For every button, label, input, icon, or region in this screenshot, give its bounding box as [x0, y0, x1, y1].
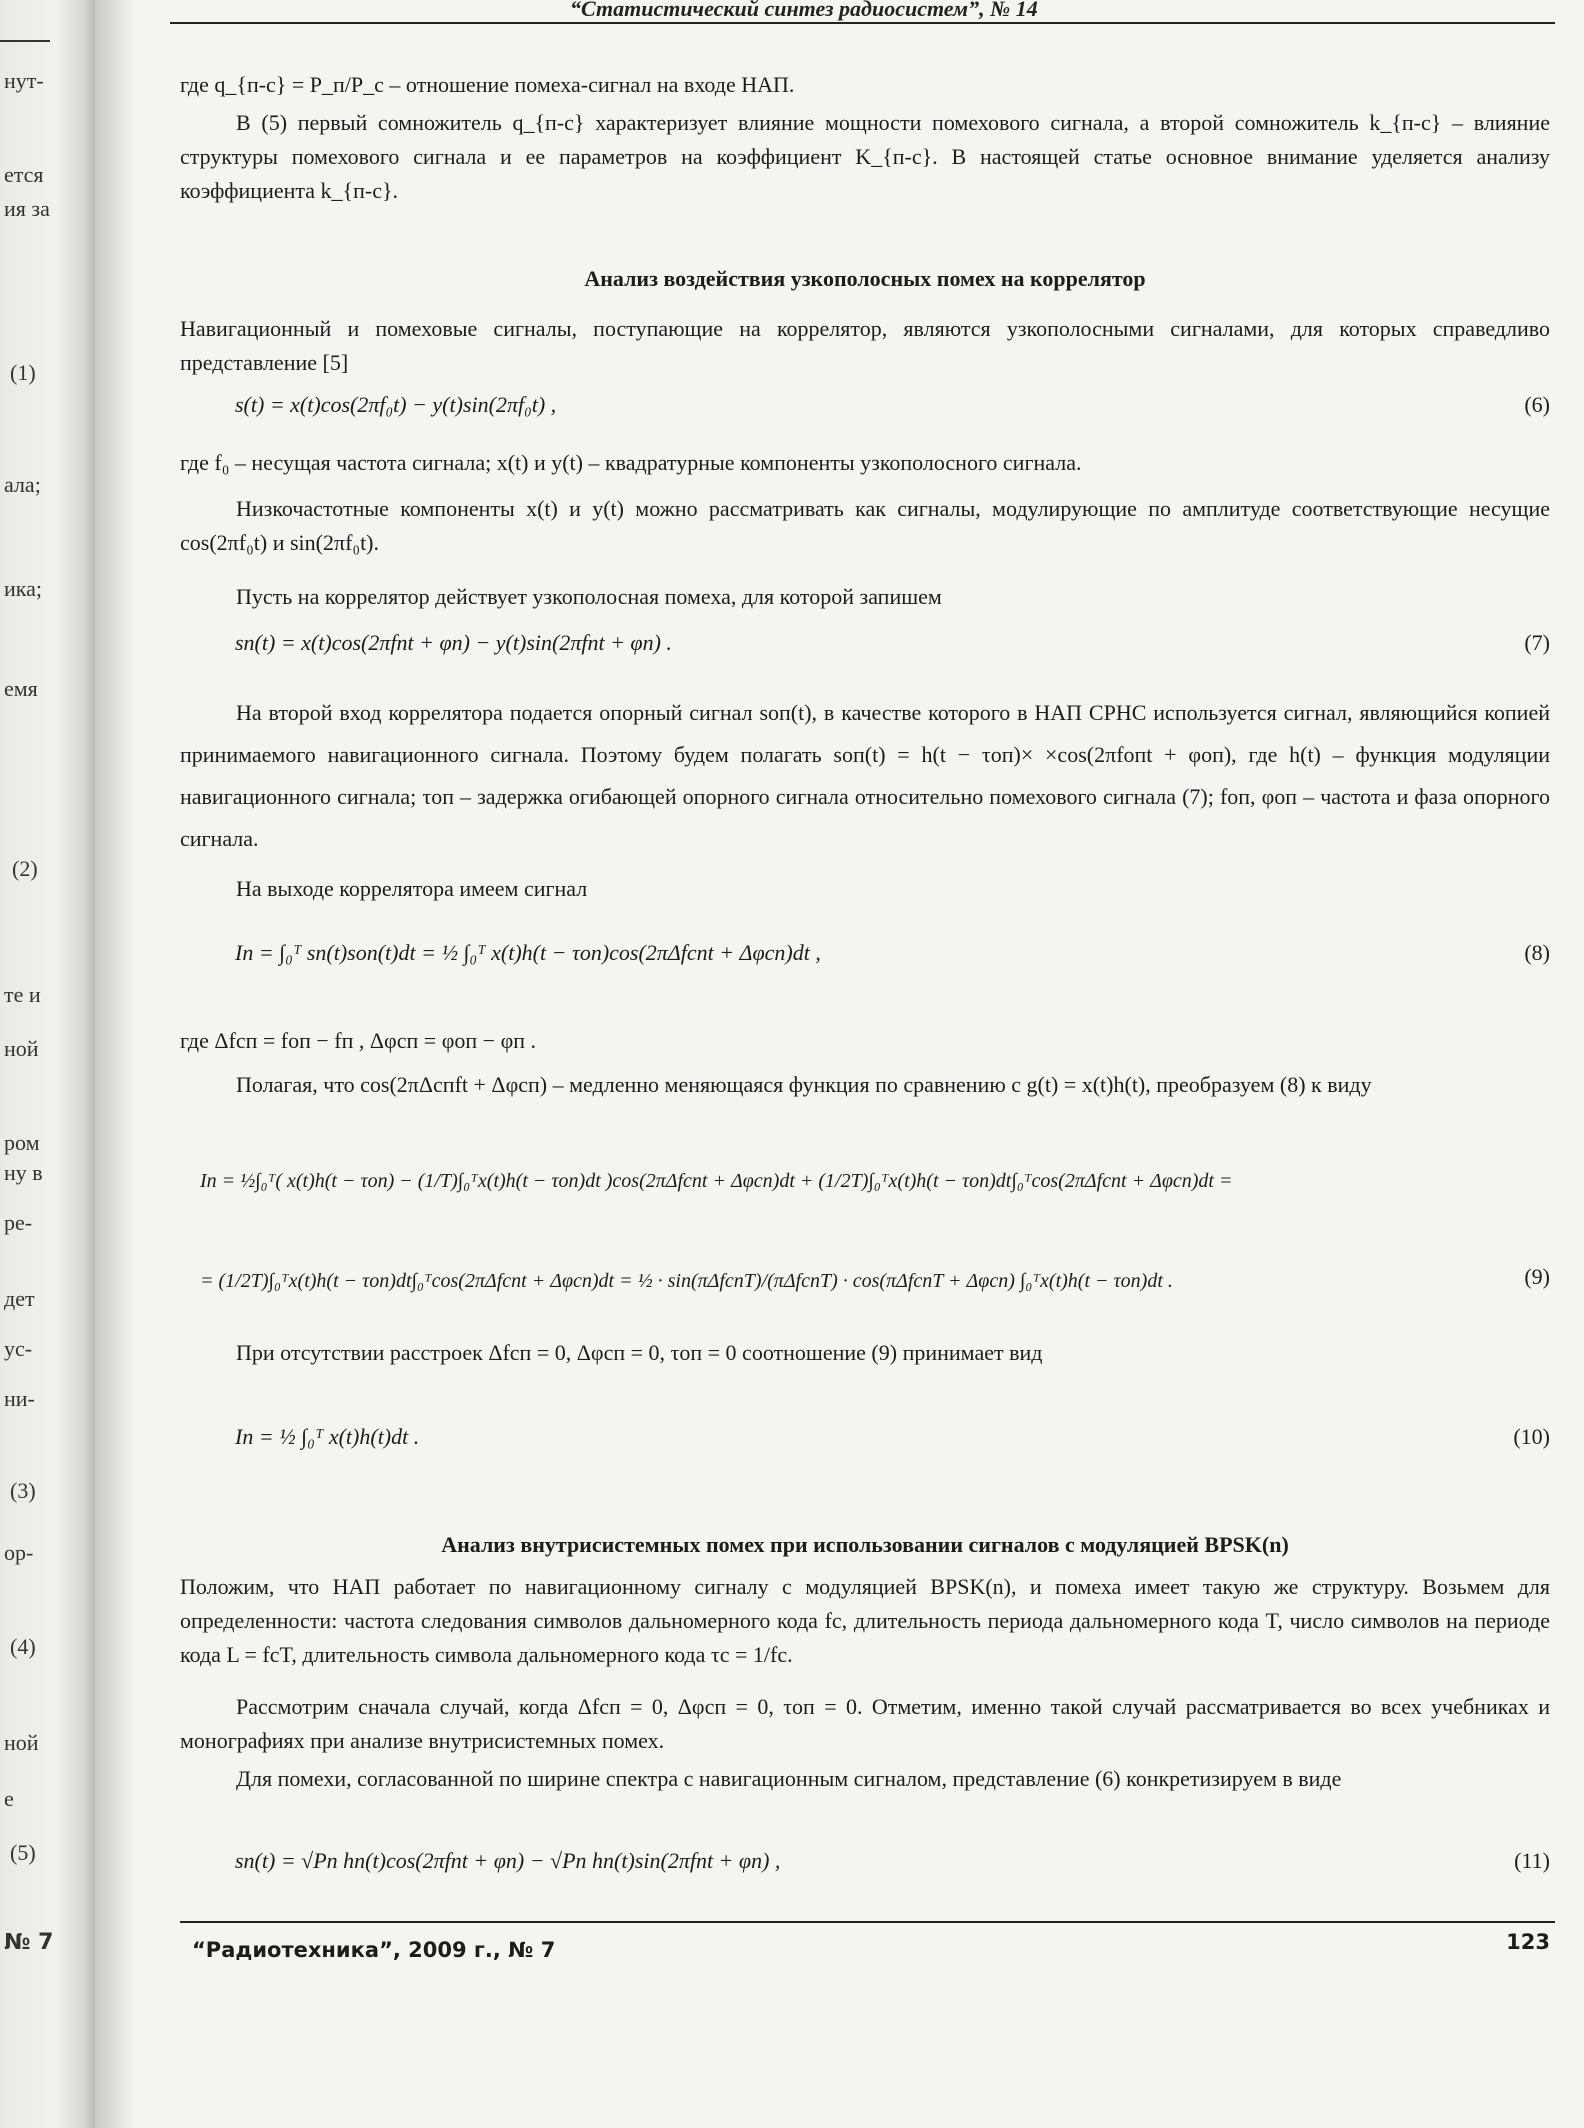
paragraph: где f₀ – несущая частота сигнала; x(t) и y(t) – квадратурные компоненты узкополосного сигнала.: [180, 450, 1082, 475]
left-fragment: ика;: [4, 576, 43, 601]
equation-number: (10): [1513, 1424, 1550, 1449]
paragraph: Рассмотрим сначала случай, когда Δfсп = 0, Δφсп = 0, τоп = 0. Отметим, именно такой случай рассматривается во всех учебниках и монографиях при анализе внутрисистемных помех.: [180, 1694, 1550, 1753]
journal-footer: “Радиотехника”, 2009 г., № 7: [192, 1938, 556, 1962]
left-fragment: ром: [4, 1130, 40, 1155]
paragraph: где Δfсп = fоп − fп , Δφсп = φоп − φп .: [180, 1028, 537, 1053]
left-fragment: ала;: [4, 472, 41, 497]
paragraph: При отсутствии расстроек Δfсп = 0, Δφсп = 0, τоп = 0 соотношение (9) принимает вид: [236, 1340, 1043, 1365]
paragraph: Положим, что НАП работает по навигационному сигналу с модуляцией BPSK(n), и помеха имеет такую же структуру. Возьмем для определенности: частота следования символов дальномерного кода fс, длительность периода дальномерного кода T, число символов на периоде кода L = fсT, длительность символа дальномерного кода τс = 1/fс.: [180, 1574, 1550, 1667]
left-fragment: (5): [10, 1840, 36, 1865]
left-fragment: (4): [10, 1634, 36, 1659]
binding-shadow: [95, 0, 135, 2128]
left-fragment: ется: [4, 162, 44, 187]
left-fragment: ни-: [4, 1386, 35, 1411]
paragraph: Полагая, что cos(2πΔспft + Δφсп) – медленно меняющаяся функция по сравнению с g(t) = x(t)h(t), преобразуем (8) к виду: [236, 1072, 1372, 1097]
equation-number: (11): [1514, 1848, 1550, 1873]
equation-number: (6): [1524, 392, 1550, 417]
left-fragment: (2): [12, 856, 38, 881]
binding-gutter: [0, 0, 95, 2128]
equation: Iп = ½∫₀ᵀ( x(t)h(t − τоп) − (1/T)∫₀ᵀx(t)h(t − τоп)dt )cos(2πΔfспt + Δφсп)dt + (1/2T)∫₀ᵀx(t)h(t − τоп)dt∫₀ᵀcos(2πΔfспt + Δφсп)dt =: [200, 1170, 1233, 1192]
left-fragment: ор-: [4, 1540, 34, 1565]
left-fragment: ной: [4, 1036, 39, 1061]
equation-number: (7): [1524, 630, 1550, 655]
left-fragment: ия за: [4, 196, 50, 221]
left-fragment: те и: [4, 982, 41, 1007]
equation-number: (8): [1524, 940, 1550, 965]
equation: s(t) = x(t)cos(2πf₀t) − y(t)sin(2πf₀t) ,: [235, 392, 557, 417]
equation-number: (9): [1524, 1264, 1550, 1289]
header-rule: [170, 22, 1555, 24]
page: [140, 0, 1570, 2128]
left-fragment: ной: [4, 1730, 39, 1755]
left-fragment: дет: [4, 1286, 35, 1311]
paragraph: где q_{п-с} = P_п/P_с – отношение помеха-сигнал на входе НАП.: [180, 72, 795, 97]
left-fragment: нут-: [4, 68, 44, 93]
footer-rule: [180, 1921, 1555, 1923]
left-fragment: емя: [4, 676, 38, 701]
equation: = (1/2T)∫₀ᵀx(t)h(t − τоп)dt∫₀ᵀcos(2πΔfспt + Δφсп)dt = ½ · sin(πΔfспT)/(πΔfспT) · cos(πΔfспT + Δφсп) ∫₀ᵀx(t)h(t − τоп)dt .: [200, 1270, 1173, 1292]
paragraph: В (5) первый сомножитель q_{п-с} характеризует влияние мощности помехового сигнала, а второй сомножитель k_{п-с} – влияние структуры помехового сигнала и ее параметров на коэффициент K_{п-с}. В настоящей статье основное внимание уделяется анализу коэффициента k_{п-с}.: [180, 110, 1550, 203]
left-fragment: (1): [10, 360, 36, 385]
left-fragment: ну в: [4, 1160, 43, 1185]
equation: Iп = ½ ∫₀ᵀ x(t)h(t)dt .: [235, 1424, 420, 1449]
section-heading: Анализ воздействия узкополосных помех на коррелятор: [584, 266, 1146, 291]
equation: Iп = ∫₀ᵀ sп(t)sоп(t)dt = ½ ∫₀ᵀ x(t)h(t − τоп)cos(2πΔfспt + Δφсп)dt ,: [235, 940, 821, 965]
page-number: 123: [1506, 1930, 1550, 1954]
left-fragment: е: [4, 1786, 14, 1811]
equation: sп(t) = x(t)cos(2πfпt + φп) − y(t)sin(2πfпt + φп) .: [235, 630, 672, 655]
left-fragment: (3): [10, 1478, 36, 1503]
running-header: “Статистический синтез радиосистем”, № 14: [570, 0, 1038, 21]
equation: sп(t) = √Pп hп(t)cos(2πfпt + φп) − √Pп hп(t)sin(2πfпt + φп) ,: [235, 1848, 781, 1873]
paragraph: На выходе коррелятора имеем сигнал: [236, 876, 588, 901]
left-fragment: ус-: [4, 1336, 33, 1361]
paragraph: Навигационный и помеховые сигналы, поступающие на коррелятор, являются узкополосными сигналами, для которых справедливо представление [5]: [180, 316, 1550, 375]
left-fragment: ре-: [4, 1210, 33, 1235]
paragraph: Низкочастотные компоненты x(t) и y(t) можно рассматривать как сигналы, модулирующие по амплитуде соответствующие несущие cos(2πf₀t) и sin(2πf₀t).: [180, 496, 1550, 555]
paragraph: Пусть на коррелятор действует узкополосная помеха, для которой запишем: [236, 584, 942, 609]
paragraph: Для помехи, согласованной по ширине спектра с навигационным сигналом, представление (6) конкретизируем в виде: [236, 1766, 1342, 1791]
paragraph: На второй вход коррелятора подается опорный сигнал sоп(t), в качестве которого в НАП СРНС используется сигнал, являющийся копией принимаемого навигационного сигнала. Поэтому будем полагать sоп(t) = h(t − τоп)× ×cos(2πfопt + φоп), где h(t) – функция модуляции навигационного сигнала; τоп – задержка огибающей опорного сигнала относительно помехового сигнала (7); fоп, φоп – частота и фаза опорного сигнала.: [180, 700, 1550, 851]
left-fragment: № 7: [4, 1930, 54, 1955]
left-page-rule: [0, 40, 50, 42]
section-heading: Анализ внутрисистемных помех при использовании сигналов с модуляцией BPSK(n): [441, 1532, 1289, 1557]
